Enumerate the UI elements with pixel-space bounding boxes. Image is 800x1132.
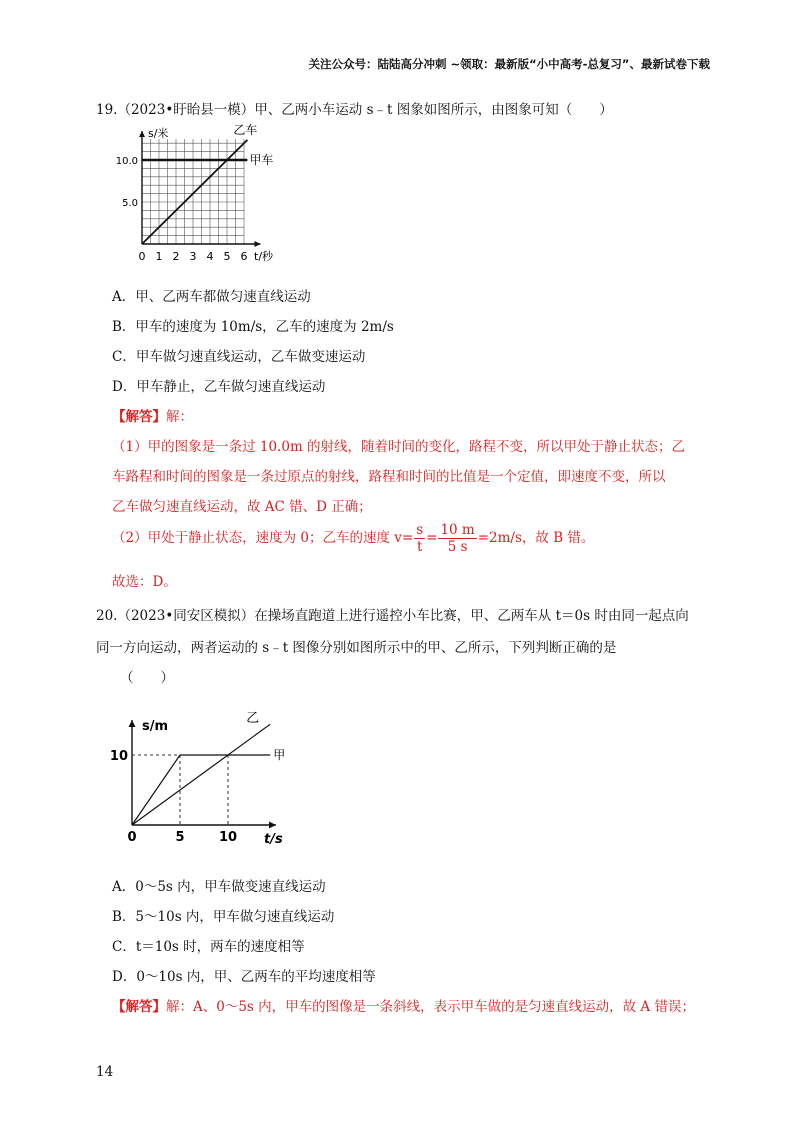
- q19-solution-1c: 乙车做匀速直线运动，故 AC 错、D 正确；: [112, 499, 372, 515]
- q19-answer-start: 解：: [166, 409, 193, 425]
- q19-stem: 19.（2023•盱眙县一模）甲、乙两小车运动 s﹣t 图象如图所示，由图象可知（ ）: [96, 102, 613, 118]
- x-tick-label: 4: [206, 250, 214, 263]
- series-label-yi: 乙车: [233, 122, 258, 137]
- q20-stem-line1: 20.（2023•同安区模拟）在操场直跑道上进行遥控小车比赛，甲、乙两车从 t＝0s 时由同一起点向: [96, 608, 689, 624]
- x-tick-label: 3: [189, 250, 197, 263]
- series-label-jia: 甲车: [249, 153, 274, 167]
- q19-answer-tag: 【解答】: [112, 409, 166, 425]
- x-tick-label: 0: [138, 250, 146, 263]
- x-tick-label: 2: [172, 250, 180, 263]
- q19-option-d: D．甲车静止，乙车做匀速直线运动: [112, 379, 326, 395]
- q20-answer: [112, 995, 695, 1015]
- y-axis-label: s/米: [148, 127, 169, 140]
- q19-answer-heading: [112, 405, 193, 425]
- fraction-numerator: 10 m: [440, 522, 475, 538]
- q20-option-c: C．t＝10s 时，两车的速度相等: [112, 939, 305, 955]
- q19-solution-1a: （1）甲的图象是一条过 10.0m 的射线，随着时间的变化，路程不变，所以甲处于静止状态；乙: [112, 439, 686, 455]
- q19-chart-body: [116, 123, 274, 263]
- x-axis-label: t/s: [264, 832, 283, 847]
- y-axis-arrow: [129, 720, 136, 727]
- x-axis-arrow: [255, 241, 261, 247]
- fraction-denominator: 5 s: [447, 539, 468, 555]
- fraction-s-over-t: [414, 522, 425, 555]
- q19-solution-2-pre: （2）甲处于静止状态，速度为 0；乙车的速度 v=: [112, 530, 414, 546]
- q19-option-c: C．甲车做匀速直线运动，乙车做变速运动: [112, 349, 366, 365]
- page-header: 关注公众号：陆陆高分冲刺 ~领取：最新版“小中高考-总复习”、最新试卷下载: [308, 57, 710, 71]
- q19-option-a: A．甲、乙两车都做匀速直线运动: [112, 289, 311, 305]
- x-axis-label: t/秒: [254, 250, 274, 263]
- q19-solution-2-post: =2m/s，故 B 错。: [477, 530, 595, 546]
- q20-option-a: A．0～5s 内，甲车做变速直线运动: [112, 879, 326, 895]
- q20-option-d: D．0～10s 内，甲、乙两车的平均速度相等: [112, 969, 376, 985]
- series-line-yi: [132, 724, 270, 825]
- fraction-denominator: t: [416, 539, 423, 555]
- x-tick-label: 0: [127, 830, 137, 845]
- x-tick-label: 1: [155, 250, 163, 263]
- x-axis-arrow: [269, 822, 276, 829]
- q19-chart: [112, 120, 282, 270]
- q20-chart: [109, 690, 302, 860]
- fraction-10m-over-5s: [438, 522, 476, 555]
- q20-answer-tag: 【解答】: [112, 999, 166, 1015]
- q19-conclusion: 故选：D。: [112, 574, 177, 590]
- q19-option-b: B．甲车的速度为 10m/s，乙车的速度为 2m/s: [112, 319, 394, 335]
- y-axis-label: s/m: [142, 719, 169, 734]
- q20-stem-line2: 同一方向运动，两者运动的 s﹣t 图像分别如图所示中的甲、乙所示，下列判断正确的是: [96, 640, 617, 656]
- series-label-jia: 甲: [273, 748, 286, 762]
- x-tick-label: 5: [223, 250, 231, 263]
- series-line-yi: [142, 140, 247, 244]
- page-number: 14: [96, 1064, 114, 1080]
- q19-solution-2: （2）甲处于静止状态，速度为 0；乙车的速度 v= $\frac{s}{t}$ = $\frac{10 m}{5 s}$ =2m/s，故 B 错。: [112, 522, 595, 555]
- x-tick-label: 10: [218, 830, 238, 845]
- q20-option-b: B．5～10s 内，甲车做匀速直线运动: [112, 909, 335, 925]
- y-axis-arrow: [139, 131, 145, 137]
- q20-chart-body: [110, 711, 285, 847]
- series-label-yi: 乙: [246, 711, 260, 727]
- x-tick-label: 5: [175, 830, 185, 845]
- fraction-numerator: s: [416, 522, 424, 538]
- y-tick-label: 10: [109, 749, 128, 764]
- q20-answer-text: 解：A、0～5s 内，甲车的图像是一条斜线，表示甲车做的是匀速直线运动，故 A 错误；: [166, 999, 695, 1015]
- y-tick-label: 5.0: [122, 198, 138, 209]
- x-tick-label: 6: [240, 250, 248, 263]
- series-line-jia: [132, 755, 270, 825]
- y-tick-label: 10.0: [115, 156, 138, 167]
- q20-stem-line3: （ ）: [120, 670, 174, 686]
- q19-solution-1b: 车路程和时间的图象是一条过原点的射线，路程和时间的比值是一个定值，即速度不变，所以: [112, 469, 666, 485]
